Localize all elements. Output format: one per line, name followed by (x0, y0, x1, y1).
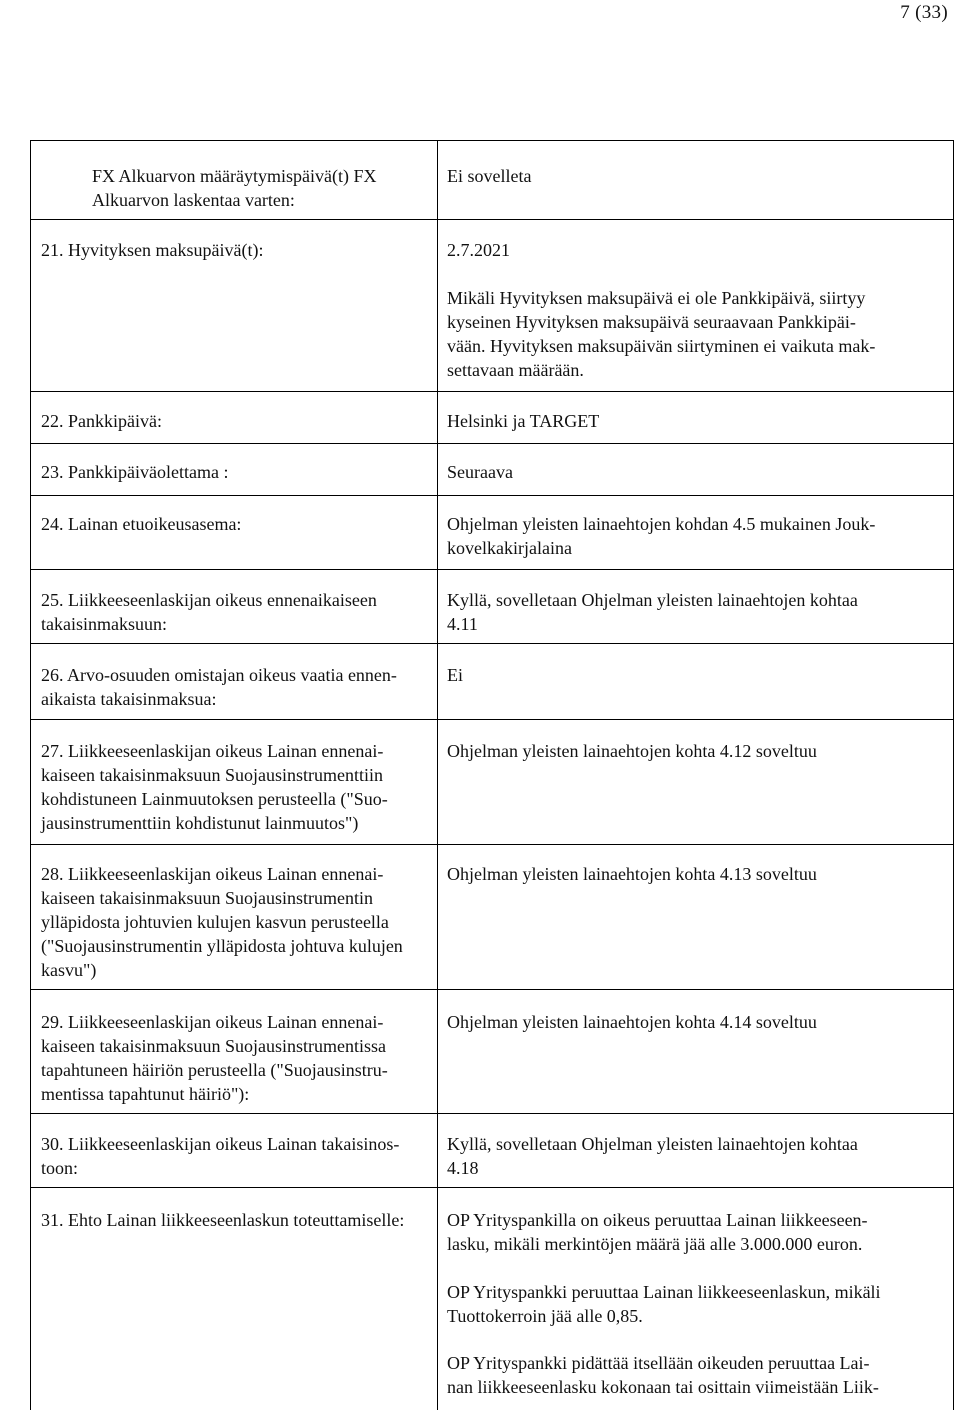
row-24-value (447, 512, 947, 560)
row-28-label (41, 862, 427, 982)
label-line: Alkuarvon laskentaa varten: (92, 190, 295, 210)
label-line: 28. Liikkeeseenlaskijan oikeus Lainan ennenai- (41, 864, 384, 884)
label-line: tapahtuneen häiriön perusteella ("Suojausinstru- (41, 1060, 388, 1080)
label-line: mentissa tapahtunut häiriö"): (41, 1084, 250, 1104)
label-line: 30. Liikkeeseenlaskijan oikeus Lainan takaisinos- (41, 1134, 400, 1154)
row-separator (31, 1187, 953, 1188)
label-line: 29. Liikkeeseenlaskijan oikeus Lainan ennenai- (41, 1012, 384, 1032)
row-27-label (41, 739, 427, 835)
row-fx-valuation-value (447, 164, 947, 188)
row-separator (31, 844, 953, 845)
label-line: kaiseen takaisinmaksuun Suojausinstrumenttiin (41, 765, 383, 785)
value-line: Helsinki ja TARGET (447, 411, 600, 431)
value-line: vään. Hyvityksen maksupäivän siirtyminen ei vaikuta mak- (447, 336, 876, 356)
row-29-label (41, 1010, 427, 1106)
row-31-paragraph-3 (447, 1351, 947, 1399)
value-line: Ohjelman yleisten lainaehtojen kohdan 4.5 mukainen Jouk- (447, 514, 876, 534)
row-separator (31, 219, 953, 220)
label-line: 25. Liikkeeseenlaskijan oikeus ennenaikaiseen (41, 590, 377, 610)
value-line: Kyllä, sovelletaan Ohjelman yleisten lainaehtojen kohtaa (447, 1134, 858, 1154)
row-25-label (41, 588, 427, 636)
label-line: 27. Liikkeeseenlaskijan oikeus Lainan ennenai- (41, 741, 384, 761)
value-line: Ohjelman yleisten lainaehtojen kohta 4.14 soveltuu (447, 1012, 817, 1032)
row-22-label (41, 409, 427, 433)
row-23-label (41, 460, 427, 484)
label-line: 26. Arvo-osuuden omistajan oikeus vaatia ennen- (41, 665, 397, 685)
row-28-value (447, 862, 947, 886)
value-line: Ei sovelleta (447, 166, 532, 186)
value-line: Kyllä, sovelletaan Ohjelman yleisten lainaehtojen kohtaa (447, 590, 858, 610)
row-31-paragraph-1 (447, 1208, 947, 1256)
row-separator (31, 443, 953, 444)
row-21-note (447, 286, 947, 382)
value-line: Tuottokerroin jää alle 0,85. (447, 1306, 643, 1326)
row-26-value (447, 663, 947, 687)
label-line: takaisinmaksuun: (41, 614, 167, 634)
label-line: toon: (41, 1158, 79, 1178)
row-25-value (447, 588, 947, 636)
page-number: 7 (33) (900, 2, 948, 23)
row-separator (31, 989, 953, 990)
label-line: 22. Pankkipäivä: (41, 411, 162, 431)
row-separator (31, 495, 953, 496)
column-divider (437, 141, 438, 1410)
label-line: kaiseen takaisinmaksuun Suojausinstrumentin (41, 888, 373, 908)
label-line: kasvu") (41, 960, 97, 980)
terms-table (30, 140, 954, 1410)
label-line: 31. Ehto Lainan liikkeeseenlaskun toteuttamiselle: (41, 1210, 405, 1230)
value-line: OP Yrityspankki peruuttaa Lainan liikkeeseenlaskun, mikäli (447, 1282, 881, 1302)
row-21-label (41, 238, 427, 262)
row-separator (31, 569, 953, 570)
value-line: Mikäli Hyvityksen maksupäivä ei ole Pankkipäivä, siirtyy (447, 288, 866, 308)
row-24-label (41, 512, 427, 536)
value-line: Ei (447, 665, 463, 685)
row-31-paragraph-2 (447, 1280, 947, 1328)
label-line: ylläpidosta johtuvien kulujen kasvun perusteella (41, 912, 389, 932)
value-line: kovelkakirjalaina (447, 538, 572, 558)
row-27-value (447, 739, 947, 763)
row-31-label (41, 1208, 427, 1232)
value-line: settavaan määrään. (447, 360, 584, 380)
label-line: ("Suojausinstrumentin ylläpidosta johtuva kulujen (41, 936, 403, 956)
row-23-value (447, 460, 947, 484)
label-line: jausinstrumenttiin kohdistunut lainmuutos") (41, 813, 359, 833)
value-line: kyseinen Hyvityksen maksupäivä seuraavaan Pankkipäi- (447, 312, 856, 332)
value-line: lasku, mikäli merkintöjen määrä jää alle 3.000.000 euron. (447, 1234, 863, 1254)
row-separator (31, 391, 953, 392)
row-separator (31, 1113, 953, 1114)
value-line: Seuraava (447, 462, 513, 482)
label-line: 23. Pankkipäiväolettama : (41, 462, 229, 482)
value-line: Ohjelman yleisten lainaehtojen kohta 4.12 soveltuu (447, 741, 817, 761)
value-line: nan liikkeeseenlasku kokonaan tai osittain viimeistään Liik- (447, 1377, 879, 1397)
value-line: 2.7.2021 (447, 240, 510, 260)
label-line: 24. Lainan etuoikeusasema: (41, 514, 242, 534)
label-line: kohdistuneen Lainmuutoksen perusteella ("Suo- (41, 789, 388, 809)
row-29-value (447, 1010, 947, 1034)
row-30-label (41, 1132, 427, 1180)
row-26-label (41, 663, 427, 711)
value-line: 4.18 (447, 1158, 479, 1178)
row-21-value (447, 238, 947, 262)
row-30-value (447, 1132, 947, 1180)
value-line: OP Yrityspankilla on oikeus peruuttaa Lainan liikkeeseen- (447, 1210, 868, 1230)
value-line: OP Yrityspankki pidättää itsellään oikeuden peruuttaa Lai- (447, 1353, 870, 1373)
label-line: FX Alkuarvon määräytymispäivä(t) FX (92, 166, 377, 186)
value-line: 4.11 (447, 614, 478, 634)
row-separator (31, 643, 953, 644)
row-fx-valuation-label (92, 164, 427, 212)
row-22-value (447, 409, 947, 433)
row-separator (31, 719, 953, 720)
label-line: aikaista takaisinmaksua: (41, 689, 217, 709)
label-line: kaiseen takaisinmaksuun Suojausinstrumentissa (41, 1036, 386, 1056)
value-line: Ohjelman yleisten lainaehtojen kohta 4.13 soveltuu (447, 864, 817, 884)
label-line: 21. Hyvityksen maksupäivä(t): (41, 240, 264, 260)
